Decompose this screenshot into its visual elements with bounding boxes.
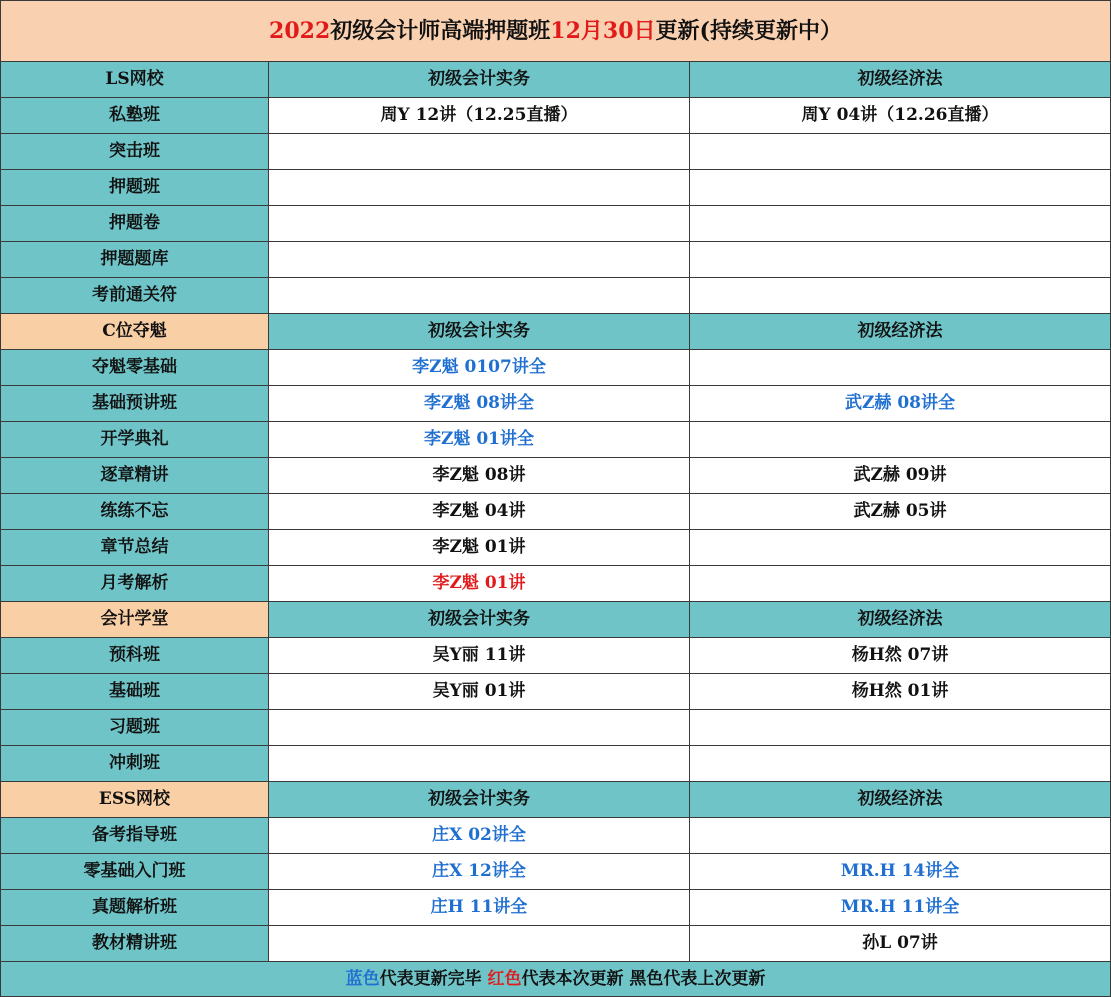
row-label: 冲刺班	[1, 746, 269, 782]
row-label: 基础班	[1, 674, 269, 710]
legend-black-text: 黑色代表上次更新	[629, 969, 766, 989]
table-row	[1, 386, 1111, 422]
row-label: 真题解析班	[1, 890, 269, 926]
accounting-cell: 李Z魁 04讲	[269, 494, 690, 530]
column-header-law: 初级经济法	[690, 602, 1111, 638]
accounting-cell: 李Z魁 01讲	[269, 566, 690, 602]
title-date: 12月30日	[550, 18, 656, 44]
row-label: 章节总结	[1, 530, 269, 566]
section-header-row	[1, 314, 1111, 350]
row-label: 基础预讲班	[1, 386, 269, 422]
law-cell: 周Y 04讲（12.26直播）	[690, 98, 1111, 134]
section-header-row	[1, 602, 1111, 638]
accounting-cell: 周Y 12讲（12.25直播）	[269, 98, 690, 134]
table-row	[1, 350, 1111, 386]
table-row	[1, 746, 1111, 782]
accounting-cell	[269, 134, 690, 170]
row-label: 突击班	[1, 134, 269, 170]
section-header-row	[1, 62, 1111, 98]
row-label: 押题卷	[1, 206, 269, 242]
table-row	[1, 134, 1111, 170]
row-label: 夺魁零基础	[1, 350, 269, 386]
law-cell: MR.H 11讲全	[690, 890, 1111, 926]
section-name: 会计学堂	[1, 602, 269, 638]
accounting-cell: 庄X 02讲全	[269, 818, 690, 854]
accounting-cell: 李Z魁 01讲	[269, 530, 690, 566]
law-cell: 杨H然 07讲	[690, 638, 1111, 674]
section-header-row	[1, 782, 1111, 818]
table-row	[1, 98, 1111, 134]
row-label: 押题题库	[1, 242, 269, 278]
table-row	[1, 926, 1111, 962]
law-cell: 杨H然 01讲	[690, 674, 1111, 710]
legend-row	[1, 962, 1111, 997]
law-cell	[690, 710, 1111, 746]
title-suffix: 更新(持续更新中）	[655, 18, 842, 44]
law-cell: 武Z赫 09讲	[690, 458, 1111, 494]
section-name: ESS网校	[1, 782, 269, 818]
row-label: 零基础入门班	[1, 854, 269, 890]
table-row	[1, 818, 1111, 854]
law-cell	[690, 278, 1111, 314]
legend-blue-word: 蓝色	[345, 969, 380, 989]
row-label: 备考指导班	[1, 818, 269, 854]
table-row	[1, 242, 1111, 278]
legend-blue-text: 代表更新完毕	[379, 969, 488, 989]
law-cell	[690, 530, 1111, 566]
law-cell	[690, 206, 1111, 242]
row-label: 开学典礼	[1, 422, 269, 458]
accounting-cell	[269, 926, 690, 962]
table-row	[1, 854, 1111, 890]
law-cell	[690, 566, 1111, 602]
law-cell	[690, 818, 1111, 854]
row-label: 习题班	[1, 710, 269, 746]
row-label: 考前通关符	[1, 278, 269, 314]
law-cell: MR.H 14讲全	[690, 854, 1111, 890]
table-row	[1, 530, 1111, 566]
column-header-accounting: 初级会计实务	[269, 62, 690, 98]
accounting-cell: 庄X 12讲全	[269, 854, 690, 890]
accounting-cell	[269, 206, 690, 242]
column-header-accounting: 初级会计实务	[269, 782, 690, 818]
accounting-cell: 吴Y丽 11讲	[269, 638, 690, 674]
accounting-cell	[269, 170, 690, 206]
row-label: 预科班	[1, 638, 269, 674]
accounting-cell: 李Z魁 0107讲全	[269, 350, 690, 386]
table-row	[1, 278, 1111, 314]
title-row	[1, 1, 1111, 62]
law-cell	[690, 170, 1111, 206]
row-label: 教材精讲班	[1, 926, 269, 962]
table-row	[1, 458, 1111, 494]
law-cell	[690, 350, 1111, 386]
law-cell: 孙L 07讲	[690, 926, 1111, 962]
accounting-cell	[269, 710, 690, 746]
legend-red-text: 代表本次更新	[521, 969, 630, 989]
accounting-cell: 吴Y丽 01讲	[269, 674, 690, 710]
accounting-cell	[269, 746, 690, 782]
law-cell	[690, 242, 1111, 278]
color-legend	[1, 962, 1111, 997]
column-header-accounting: 初级会计实务	[269, 602, 690, 638]
row-label: 押题班	[1, 170, 269, 206]
legend-red-word: 红色	[487, 969, 522, 989]
table-row	[1, 890, 1111, 926]
law-cell	[690, 746, 1111, 782]
row-label: 逐章精讲	[1, 458, 269, 494]
law-cell: 武Z赫 05讲	[690, 494, 1111, 530]
table-row	[1, 494, 1111, 530]
row-label: 练练不忘	[1, 494, 269, 530]
law-cell	[690, 422, 1111, 458]
table-row	[1, 710, 1111, 746]
accounting-cell	[269, 278, 690, 314]
column-header-law: 初级经济法	[690, 782, 1111, 818]
accounting-cell: 李Z魁 01讲全	[269, 422, 690, 458]
table-row	[1, 638, 1111, 674]
section-name: C位夺魁	[1, 314, 269, 350]
title-main: 初级会计师高端押题班	[330, 18, 551, 44]
accounting-cell: 李Z魁 08讲	[269, 458, 690, 494]
table-row	[1, 566, 1111, 602]
row-label: 私塾班	[1, 98, 269, 134]
accounting-cell: 李Z魁 08讲全	[269, 386, 690, 422]
row-label: 月考解析	[1, 566, 269, 602]
table-row	[1, 170, 1111, 206]
column-header-law: 初级经济法	[690, 62, 1111, 98]
page-title	[1, 1, 1111, 62]
law-cell: 武Z赫 08讲全	[690, 386, 1111, 422]
law-cell	[690, 134, 1111, 170]
column-header-accounting: 初级会计实务	[269, 314, 690, 350]
title-year: 2022	[269, 18, 331, 44]
table-row	[1, 206, 1111, 242]
table-row	[1, 674, 1111, 710]
column-header-law: 初级经济法	[690, 314, 1111, 350]
accounting-cell: 庄H 11讲全	[269, 890, 690, 926]
accounting-cell	[269, 242, 690, 278]
table-row	[1, 422, 1111, 458]
section-name: LS网校	[1, 62, 269, 98]
